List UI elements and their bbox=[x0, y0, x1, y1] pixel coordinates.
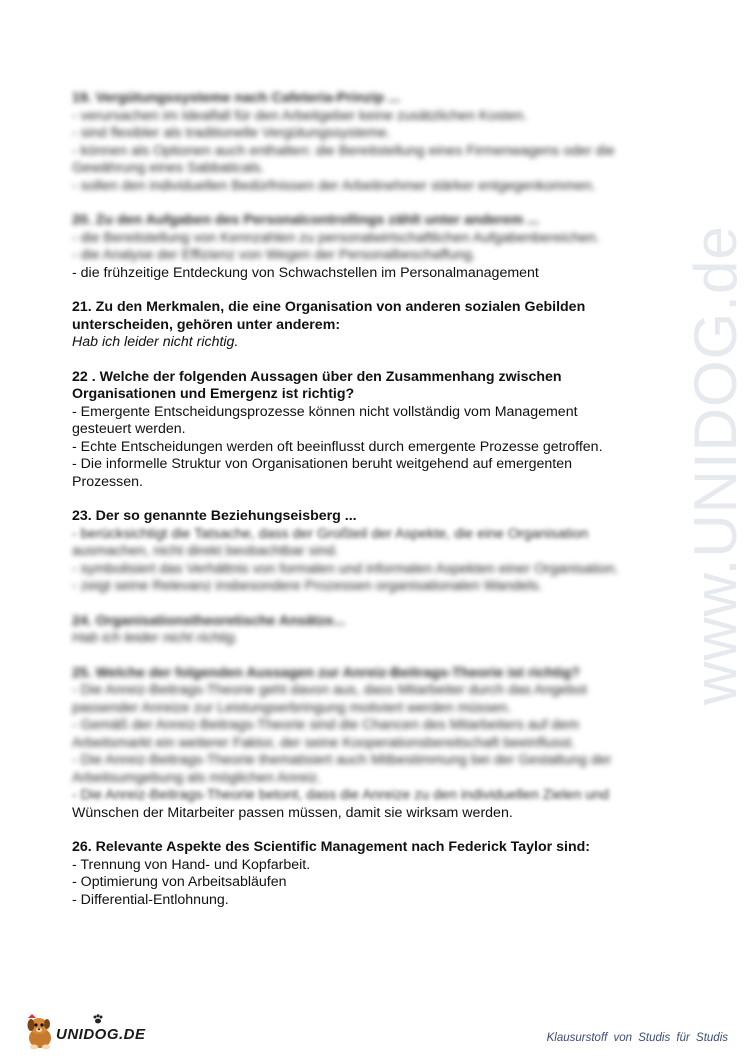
question-26 bbox=[72, 839, 672, 909]
question-21 bbox=[72, 299, 672, 352]
answer-line: - zeigt seine Relevanz insbesondere Prozessen organisationalen Wandels. bbox=[72, 578, 543, 594]
question-23 bbox=[72, 508, 672, 596]
answer-line: Gewährung eines Sabbaticals. bbox=[72, 160, 265, 176]
question-21-heading-cont: unterscheiden, gehören unter anderem: bbox=[72, 316, 341, 333]
unidog-logo bbox=[22, 1012, 162, 1054]
question-20 bbox=[72, 212, 672, 282]
answer-line: Prozessen. bbox=[72, 473, 143, 490]
answer-line: - Die informelle Struktur von Organisationen beruht weitgehend auf emergenten bbox=[72, 456, 572, 472]
answer-line: - verursachen im Idealfall für den Arbeitgeber keine zusätzlichen Kosten. bbox=[72, 107, 528, 124]
question-20-heading: 20. Zu den Aufgaben des Personalcontrollings zählt unter anderem ... bbox=[72, 212, 539, 228]
question-22-heading: 22 . Welche der folgenden Aussagen über den Zusammenhang zwischen bbox=[72, 368, 562, 385]
answer-line: Wünschen der Mitarbeiter passen müssen, damit sie wirksam werden. bbox=[72, 804, 513, 821]
answer-line: - Echte Entscheidungen werden oft beeinflusst durch emergente Prozesse getroffen. bbox=[72, 438, 603, 455]
answer-line: - sind flexibler als traditionelle Vergütungssysteme. bbox=[72, 125, 391, 141]
question-21-heading: 21. Zu den Merkmalen, die eine Organisation von anderen sozialen Gebilden bbox=[72, 299, 586, 315]
answer-line: - die frühzeitige Entdeckung von Schwachstellen im Personalmanagement bbox=[72, 264, 539, 281]
answer-line: - Optimierung von Arbeitsabläufen bbox=[72, 874, 287, 890]
answer-line: - berücksichtigt die Tatsache, dass der Großteil der Aspekte, die eine Organisation bbox=[72, 525, 589, 542]
answer-line: gesteuert werden. bbox=[72, 421, 186, 437]
question-19-heading: 19. Vergütungssysteme nach Cafeteria-Prinzip ... bbox=[72, 90, 400, 106]
answer-line: passender Anreize zur Leistungserbringung motiviert werden müssen. bbox=[72, 699, 512, 716]
answer-line: - sollen den individuellen Bedürfnissen der Arbeitnehmer stärker entgegenkommen. bbox=[72, 177, 596, 194]
watermark: www.UNIDOG.de bbox=[682, 225, 749, 705]
document-body bbox=[72, 90, 672, 926]
answer-line: - die Analyse der Effizienz von Wegen der Personalbeschaffung. bbox=[72, 247, 476, 263]
answer-line: - Die Anreiz-Beitrags-Theorie betont, dass die Anreize zu den individuellen Zielen und bbox=[72, 787, 610, 803]
answer-line: Arbeitsmarkt ein weiterer Faktor, der seine Kooperationsbereitschaft beeinflusst. bbox=[72, 734, 576, 751]
question-25-heading: 25. Welche der folgenden Aussagen zur Anreiz-Beitrags-Theorie ist richtig? bbox=[72, 664, 580, 681]
dog-mascot-icon bbox=[22, 1012, 58, 1052]
answer-line: ausmachen, nicht direkt beobachtbar sind. bbox=[72, 543, 339, 559]
question-22 bbox=[72, 369, 672, 492]
question-19 bbox=[72, 90, 672, 195]
question-24-heading: 24. Organisationstheoretische Ansätze... bbox=[72, 612, 346, 629]
answer-line: - Die Anreiz-Beitrags-Theorie thematisiert auch Mitbestimmung bei der Gestaltung der bbox=[72, 752, 612, 768]
answer-note: Hab ich leider nicht richtig. bbox=[72, 630, 239, 646]
footer-tagline: Klausurstoff von Studis für Studis bbox=[546, 1032, 728, 1044]
question-25 bbox=[72, 665, 672, 823]
logo-text: UNIDOG.DE bbox=[56, 1026, 146, 1043]
question-24 bbox=[72, 613, 672, 648]
answer-line: - Differential-Entlohnung. bbox=[72, 891, 229, 908]
answer-line: - Trennung von Hand- und Kopfarbeit. bbox=[72, 856, 311, 873]
answer-line: - können als Optionen auch enthalten: die Bereitstellung eines Firmenwagens oder die bbox=[72, 142, 615, 159]
answer-line: - Gemäß der Anreiz-Beitrags-Theorie sind die Chancen des Mitarbeiters auf dem bbox=[72, 717, 580, 733]
answer-note: Hab ich leider nicht richtig. bbox=[72, 334, 239, 350]
answer-line: - symbolisiert das Verhältnis von formalen und informalen Aspekten einer Organisation. bbox=[72, 560, 619, 577]
answer-line: - Die Anreiz-Beitrags-Theorie geht davon aus, dass Mitarbeiter durch das Angebot bbox=[72, 682, 587, 698]
answer-line: - die Bereitstellung von Kennzahlen zu personalwirtschaftlichen Aufgabenbereichen. bbox=[72, 229, 600, 246]
question-23-heading: 23. Der so genannte Beziehungseisberg ... bbox=[72, 508, 357, 524]
answer-line: - Emergente Entscheidungsprozesse können nicht vollständig vom Management bbox=[72, 403, 578, 420]
question-22-heading-cont: Organisationen und Emergenz ist richtig? bbox=[72, 386, 355, 402]
question-26-heading: 26. Relevante Aspekte des Scientific Management nach Federick Taylor sind: bbox=[72, 839, 591, 855]
paw-icon bbox=[92, 1014, 104, 1024]
answer-line: Arbeitsumgebung als möglichen Anreiz. bbox=[72, 769, 322, 786]
